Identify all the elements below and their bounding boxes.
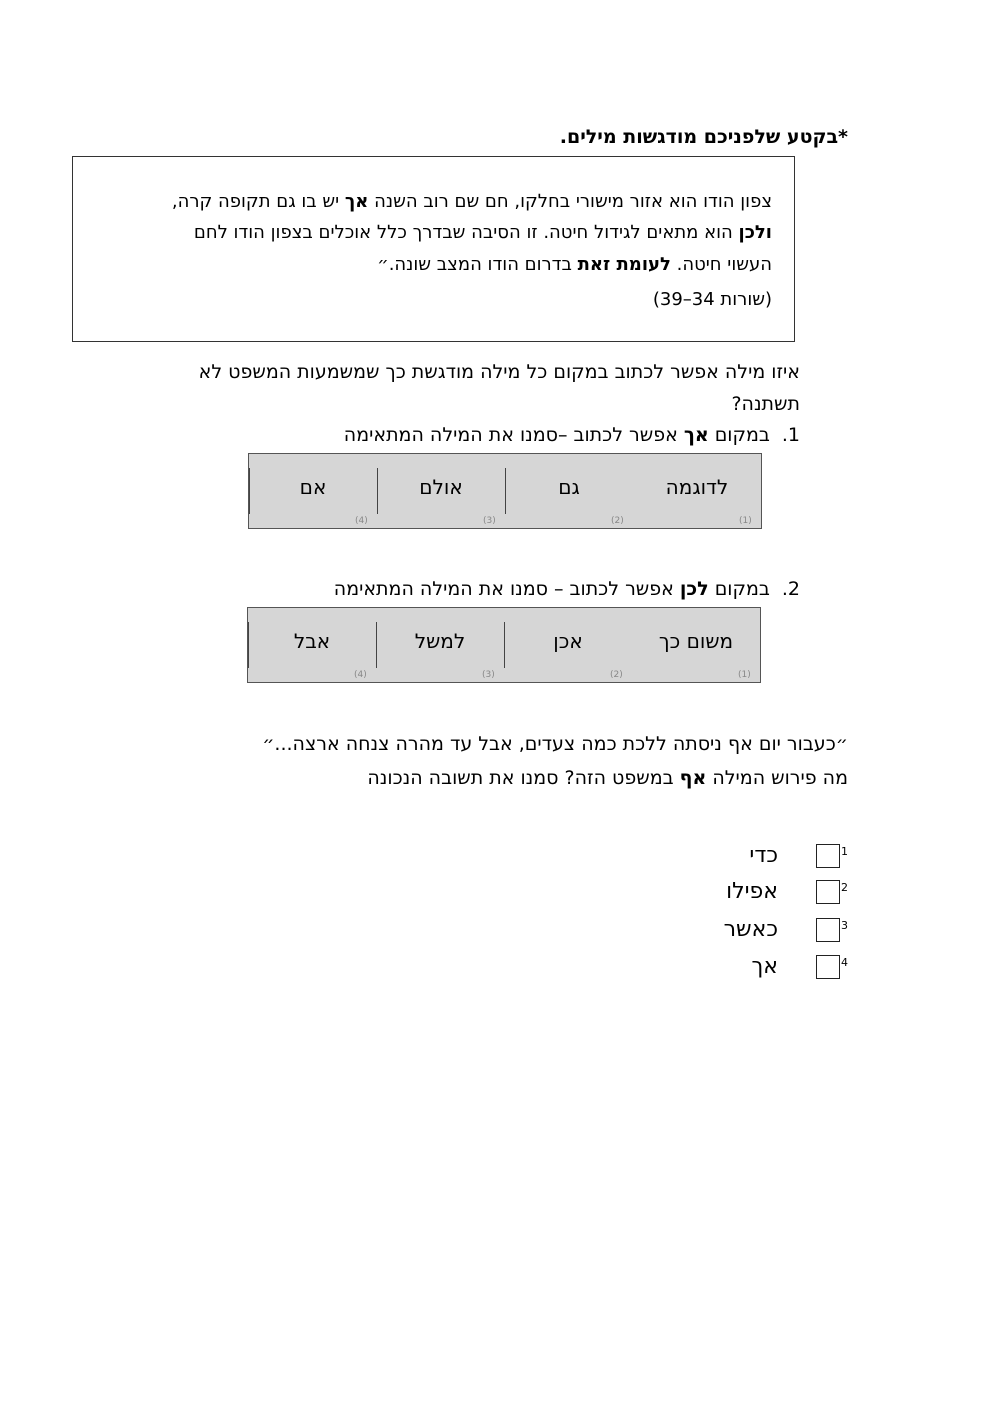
q3-option-2 bbox=[668, 879, 848, 904]
passage-text: הוא מתאים לגידול חיטה. זו הסיבה שבדרך כלל אוכלים בצפון הודו לחם bbox=[193, 222, 739, 243]
q3-option-4 bbox=[668, 954, 848, 979]
q3-option-3 bbox=[668, 917, 848, 942]
passage-line-1 bbox=[172, 191, 772, 212]
question-text: אפשר לכתוב –סמנו את המילה המתאימה bbox=[343, 424, 684, 446]
option-word: למשל bbox=[414, 629, 466, 653]
passage-text: צפון הודו הוא אזור מישורי בחלקו, חם שם רוב השנה bbox=[368, 191, 772, 212]
bold-word-leumat-zot: לעומת זאת bbox=[577, 254, 671, 275]
question-bold-word: אך bbox=[683, 424, 709, 446]
option-word: גם bbox=[558, 475, 580, 499]
bold-word-lachen: ולכן bbox=[738, 222, 772, 243]
passage-line-ref: (שורות 34–39) bbox=[652, 289, 772, 310]
checkbox[interactable] bbox=[816, 844, 840, 868]
passage-line-2 bbox=[194, 222, 772, 243]
q3-option-1 bbox=[668, 843, 848, 868]
option-number: 4 bbox=[841, 956, 848, 969]
question-text: במשפט הזה? סמנו את תשובה הנכונה bbox=[367, 767, 680, 789]
question-number: 1. bbox=[781, 424, 800, 446]
option-number: 3 bbox=[841, 919, 848, 932]
option-number: 2 bbox=[841, 881, 848, 894]
q2-choices bbox=[247, 607, 761, 683]
question-text: במקום bbox=[708, 578, 770, 600]
q1-option-2[interactable] bbox=[505, 454, 633, 528]
question-1 bbox=[344, 424, 800, 446]
question-bold-word: לכן bbox=[679, 578, 709, 600]
option-number: (1) bbox=[739, 516, 752, 526]
option-label: אך bbox=[751, 954, 778, 979]
checkbox[interactable] bbox=[816, 880, 840, 904]
q1-option-1[interactable] bbox=[633, 454, 761, 528]
option-label: אפילו bbox=[726, 879, 778, 904]
quote-sentence: ״כעבור יום אף ניסתה ללכת כמה צעדים, אבל עד מהרה צנחה ארצה...״ bbox=[262, 733, 848, 755]
bold-word-ach: אך bbox=[344, 191, 369, 212]
checkbox[interactable] bbox=[816, 955, 840, 979]
option-number: (4) bbox=[355, 516, 368, 526]
q2-option-2[interactable] bbox=[504, 608, 632, 682]
option-number: (2) bbox=[610, 670, 623, 680]
q1-choices bbox=[248, 453, 762, 529]
passage-line-3 bbox=[377, 254, 772, 275]
checkbox[interactable] bbox=[816, 918, 840, 942]
passage-text: העשוי חיטה. bbox=[670, 254, 772, 275]
question-text: מה פירוש המילה bbox=[706, 767, 848, 789]
question-text: אפשר לכתוב – סמנו את המילה המתאימה bbox=[333, 578, 680, 600]
option-word: לדוגמה bbox=[665, 475, 729, 499]
option-label: כאשר bbox=[723, 917, 778, 942]
page-heading: *בקטע שלפניכם מודגשות מילים. bbox=[559, 126, 848, 148]
option-number: 1 bbox=[841, 845, 848, 858]
option-number: (4) bbox=[354, 670, 367, 680]
question-3 bbox=[367, 767, 848, 789]
q2-option-4[interactable] bbox=[248, 608, 376, 682]
question-bold-word: אף bbox=[679, 767, 707, 789]
q1-option-3[interactable] bbox=[377, 454, 505, 528]
question-2 bbox=[334, 578, 800, 600]
option-number: (3) bbox=[482, 670, 495, 680]
option-number: (2) bbox=[611, 516, 624, 526]
question-text: במקום bbox=[708, 424, 770, 446]
q2-option-3[interactable] bbox=[376, 608, 504, 682]
passage-text: בדרום הודו המצב שונה.״ bbox=[377, 254, 578, 275]
option-word: אם bbox=[299, 475, 327, 499]
q1-option-4[interactable] bbox=[249, 454, 377, 528]
q2-option-1[interactable] bbox=[632, 608, 760, 682]
option-word: אבל bbox=[293, 629, 331, 653]
passage-text: יש בו גם תקופה קרה, bbox=[171, 191, 345, 212]
instruction-text: איזו מילה אפשר לכתוב במקום כל מילה מודגשת כך שמשמעות המשפט לא תשתנה? bbox=[198, 361, 800, 415]
option-number: (1) bbox=[738, 670, 751, 680]
passage-box bbox=[72, 156, 795, 342]
option-word: אכן bbox=[553, 629, 583, 653]
question-number: 2. bbox=[781, 578, 800, 600]
option-word: אולם bbox=[419, 475, 463, 499]
option-label: כדי bbox=[749, 843, 778, 868]
option-word: משום כך bbox=[658, 629, 734, 653]
option-number: (3) bbox=[483, 516, 496, 526]
